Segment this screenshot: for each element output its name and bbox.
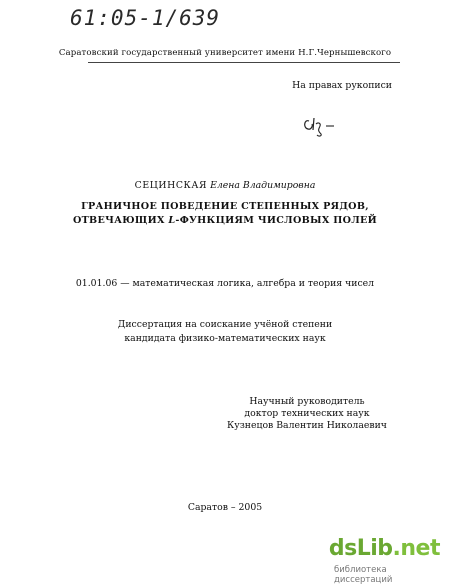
title-line-2-end: -ФУНКЦИЯМ ЧИСЛОВЫХ ПОЛЕЙ bbox=[175, 215, 378, 226]
dissertation-degree-line-2: кандидата физико-математических наук bbox=[124, 333, 326, 344]
thesis-title-line-2 bbox=[0, 215, 450, 226]
dslib-logo bbox=[329, 536, 440, 561]
university-name: Саратовский государственный университет имени Н.Г.Чернышевского bbox=[58, 48, 392, 58]
city-year: Саратов – 2005 bbox=[187, 502, 263, 513]
author-given-names: Елена Владимировна bbox=[210, 180, 316, 191]
supervisor-role: Научный руководитель bbox=[249, 396, 365, 407]
author-surname: СЕЦИНСКАЯ bbox=[134, 180, 208, 191]
dslib-watermark[interactable] bbox=[328, 536, 444, 585]
thesis-title-line-1: ГРАНИЧНОЕ ПОВЕДЕНИЕ СТЕПЕННЫХ РЯДОВ, bbox=[81, 201, 369, 212]
watermark-tagline: библиотека диссертаций bbox=[334, 565, 393, 585]
archive-code-stamp: 61:05-1/639 bbox=[70, 6, 221, 30]
title-l-symbol: L bbox=[168, 215, 176, 226]
header-rule bbox=[88, 62, 400, 63]
logo-tld: .net bbox=[392, 536, 440, 561]
title-line-2-start: ОТВЕЧАЮЩИХ bbox=[72, 215, 169, 226]
supervisor-degree: доктор технических наук bbox=[244, 408, 370, 419]
author-name bbox=[0, 180, 450, 191]
supervisor-name: Кузнецов Валентин Николаевич bbox=[227, 420, 387, 431]
specialty-code: 01.01.06 — математическая логика, алгебра и теория чисел bbox=[75, 278, 375, 289]
dissertation-degree-line-1: Диссертация на соискание учёной степени bbox=[117, 319, 333, 330]
logo-main: dsLib bbox=[328, 536, 393, 561]
manuscript-rights: На правах рукописи bbox=[292, 80, 392, 91]
handwritten-signature bbox=[300, 112, 348, 138]
